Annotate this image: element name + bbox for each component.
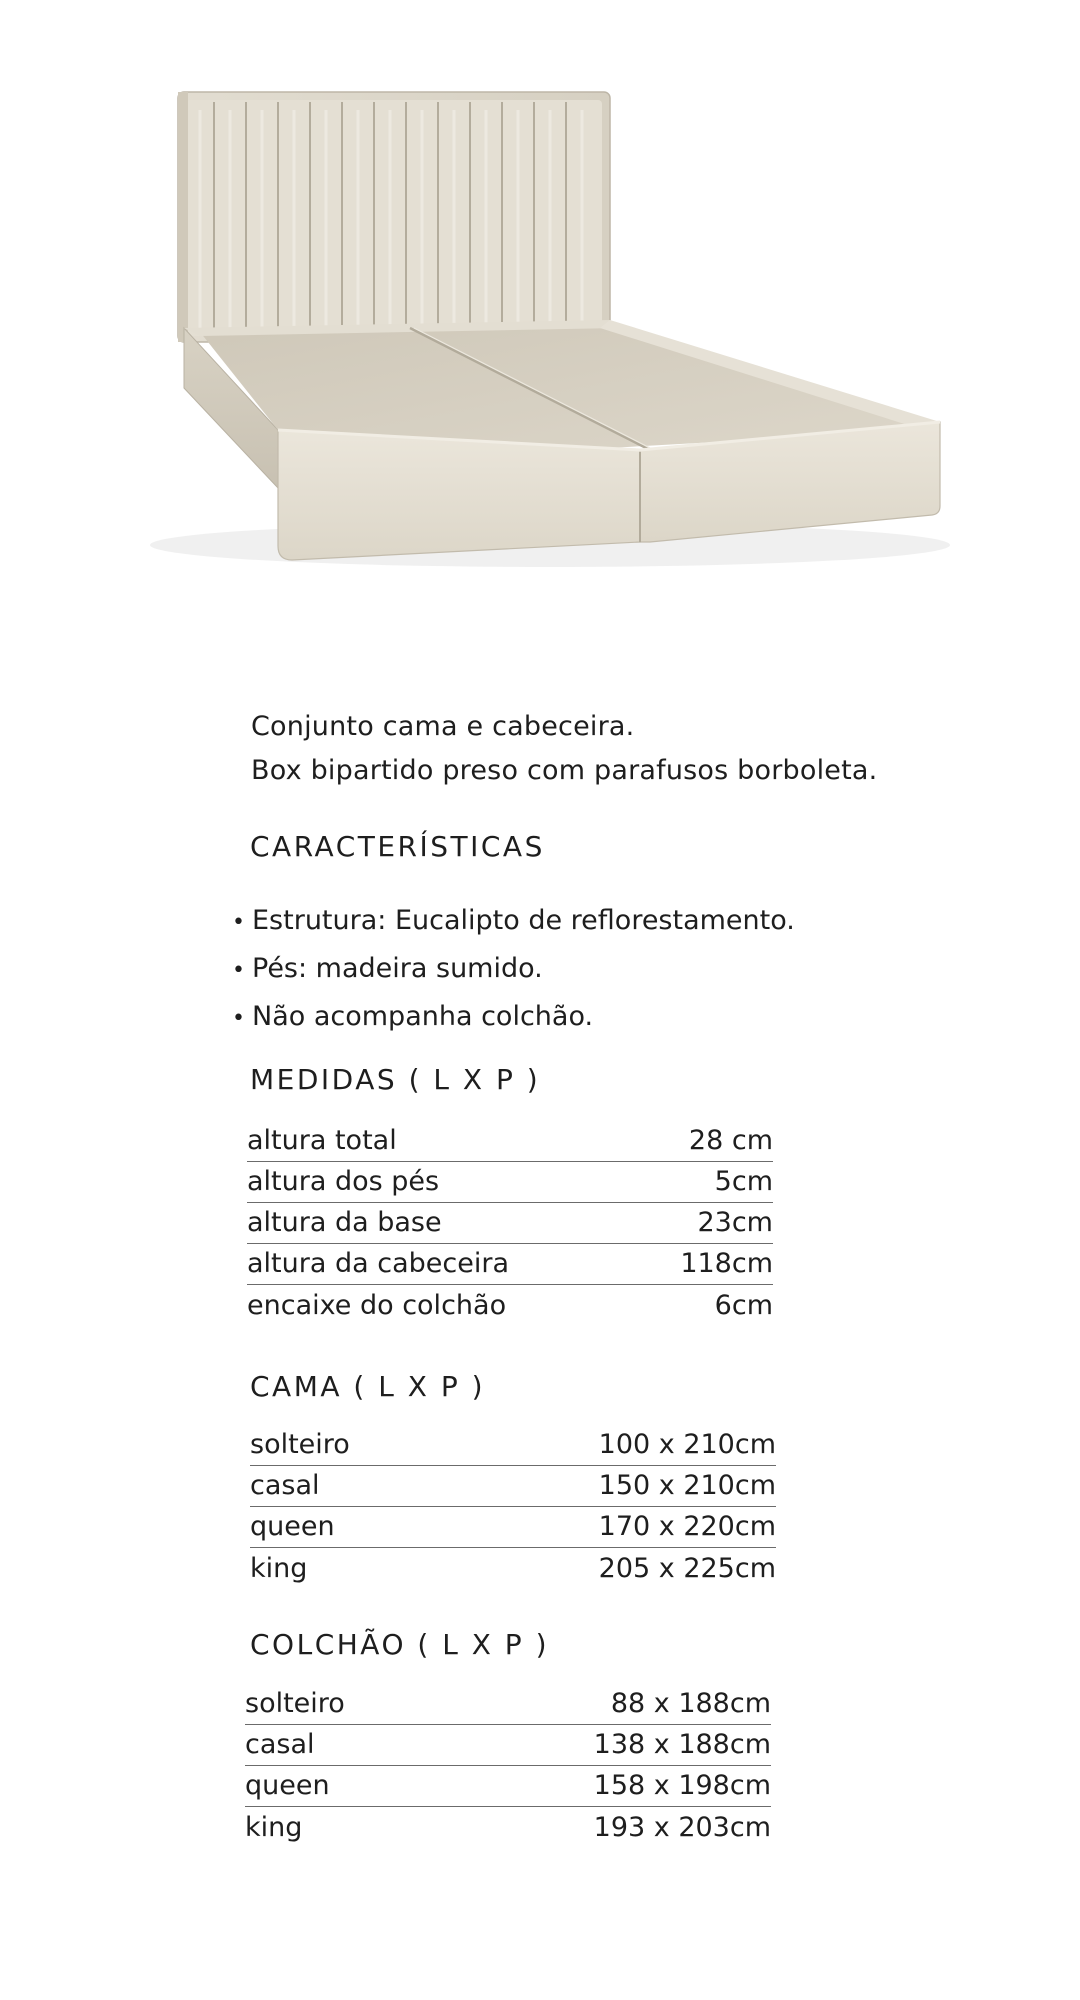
row-value: 158 x 198cm xyxy=(593,1770,771,1801)
row-label: altura dos pés xyxy=(247,1166,440,1197)
row-label: altura da cabeceira xyxy=(247,1248,509,1279)
bullet-icon: • xyxy=(232,958,245,983)
table-row xyxy=(245,1725,771,1766)
row-value: 6cm xyxy=(714,1290,773,1321)
row-value: 193 x 203cm xyxy=(593,1812,771,1843)
row-label: solteiro xyxy=(245,1688,345,1719)
table-row xyxy=(250,1425,776,1466)
row-value: 28 cm xyxy=(688,1125,773,1156)
row-value: 138 x 188cm xyxy=(593,1729,771,1760)
feature-item xyxy=(232,994,795,1042)
table-row xyxy=(247,1285,773,1326)
row-value: 100 x 210cm xyxy=(598,1429,776,1460)
table-row xyxy=(245,1766,771,1807)
headboard xyxy=(178,92,610,342)
row-value: 5cm xyxy=(714,1166,773,1197)
table-row xyxy=(247,1162,773,1203)
row-label: queen xyxy=(245,1770,330,1801)
features-heading: CARACTERÍSTICAS xyxy=(250,830,545,863)
row-value: 150 x 210cm xyxy=(598,1470,776,1501)
table-row xyxy=(245,1807,771,1848)
row-label: altura da base xyxy=(247,1207,442,1238)
row-label: queen xyxy=(250,1511,335,1542)
row-label: solteiro xyxy=(250,1429,350,1460)
product-description xyxy=(251,705,877,793)
features-list xyxy=(232,898,795,1042)
feature-text: Pés: madeira sumido. xyxy=(252,953,543,984)
bullet-icon: • xyxy=(232,910,245,935)
mattress-sizes-table xyxy=(245,1684,771,1848)
row-value: 170 x 220cm xyxy=(598,1511,776,1542)
row-label: casal xyxy=(245,1729,315,1760)
table-row xyxy=(250,1548,776,1589)
row-label: altura total xyxy=(247,1125,397,1156)
description-line: Box bipartido preso com parafusos borboleta. xyxy=(251,755,878,786)
bullet-icon: • xyxy=(232,1006,245,1031)
table-row xyxy=(247,1244,773,1285)
feature-text: Estrutura: Eucalipto de reflorestamento. xyxy=(252,905,795,936)
row-label: casal xyxy=(250,1470,320,1501)
bed-product-image xyxy=(120,70,960,610)
row-value: 23cm xyxy=(697,1207,773,1238)
row-label: king xyxy=(250,1553,308,1584)
row-value: 118cm xyxy=(680,1248,773,1279)
bed-base-front-left xyxy=(278,430,640,560)
mattress-sizes-heading: COLCHÃO ( L X P ) xyxy=(250,1628,550,1661)
description-line: Conjunto cama e cabeceira. xyxy=(251,711,635,742)
row-value: 205 x 225cm xyxy=(598,1553,776,1584)
table-row xyxy=(245,1684,771,1725)
table-row xyxy=(247,1203,773,1244)
table-row xyxy=(250,1466,776,1507)
measures-table xyxy=(247,1121,773,1326)
table-row xyxy=(247,1121,773,1162)
measures-heading: MEDIDAS ( L X P ) xyxy=(250,1063,541,1096)
row-value: 88 x 188cm xyxy=(610,1688,771,1719)
row-label: encaixe do colchão xyxy=(247,1290,507,1321)
table-row xyxy=(250,1507,776,1548)
feature-item xyxy=(232,898,795,946)
feature-item xyxy=(232,946,795,994)
bed-sizes-heading: CAMA ( L X P ) xyxy=(250,1370,486,1403)
bed-sizes-table xyxy=(250,1425,776,1589)
feature-text: Não acompanha colchão. xyxy=(252,1001,594,1032)
row-label: king xyxy=(245,1812,303,1843)
